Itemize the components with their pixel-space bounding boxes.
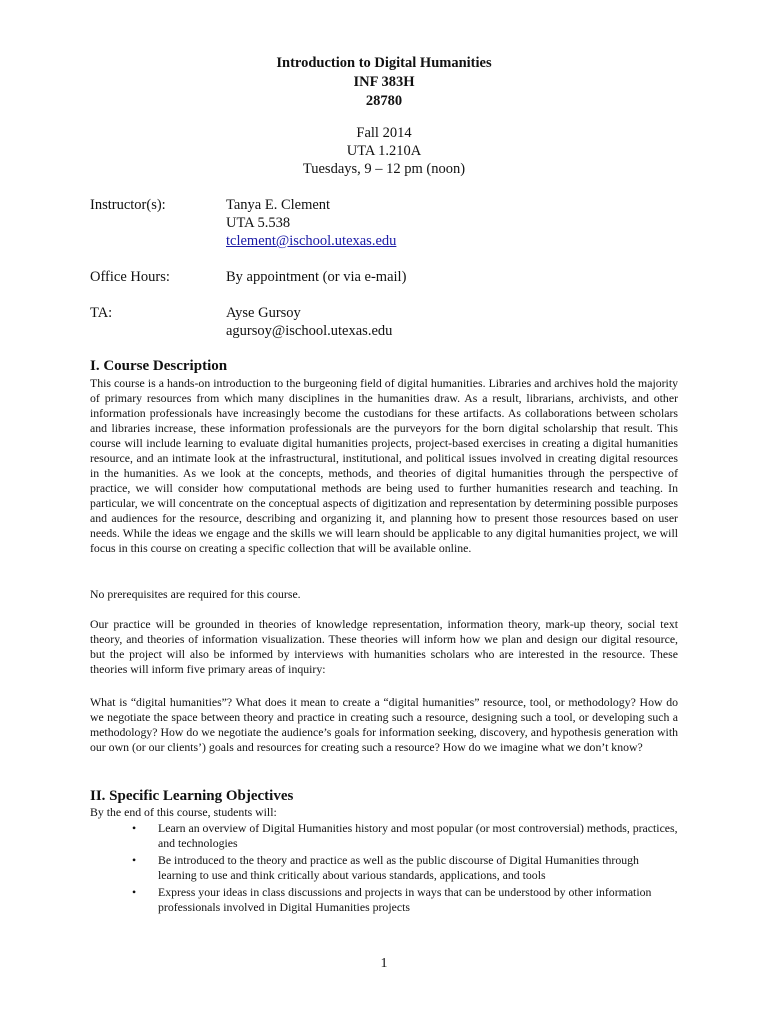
bullet-icon: • — [132, 885, 137, 899]
prerequisites-paragraph: No prerequisites are required for this course. — [90, 587, 301, 601]
learning-objectives-list — [132, 821, 680, 917]
list-item — [132, 821, 680, 851]
list-item — [132, 853, 680, 883]
meeting-time: Tuesdays, 9 – 12 pm (noon) — [302, 161, 466, 177]
course-title: Introduction to Digital Humanities — [276, 55, 492, 71]
semester: Fall 2014 — [356, 125, 412, 141]
inquiry-paragraph: What is “digital humanities”? What does it mean to create a “digital humanities” resource, tool, or methodology? How do we negotiate the space between theory and practice in creating such a resource, designing such a tool, or developing such a methodology? How do we negotiate the audience’s goals for information seeking, discovery, and hypothesis generation with our own (or our clients’) goals and resources for creating such a resource? How do we imagine what we don’t know? — [90, 695, 678, 754]
ta-email: agursoy@ischool.utexas.edu — [226, 323, 393, 339]
objective-text: Express your ideas in class discussions and projects in ways that can be understood by other information professionals involved in Digital Humanities projects — [158, 885, 652, 914]
course-description-paragraph: This course is a hands-on introduction to the burgeoning field of digital humanities. Libraries and archives hold the majority of primary resources from which many disciplines in the humanities draw. As a result, librarians, archivists, and other information professionals have increasingly become the custodians for these artifacts. As collaborations between scholars and libraries increase, these information professionals are the purveyors for the born digital scholarship that result. This course will include learning to evaluate digital humanities projects, project-based exercises in creating a digital humanities resource, and an intimate look at the infrastructural, institutional, and political issues involved in creating digital resources in the humanities. As we look at the concepts, methods, and theories of digital humanities through the perspective of practice, we will consider how computational methods are being used to further humanities research and teaching. In particular, we will concentrate on the conceptual aspects of digitization and representation by determining possible purposes and audiences for the resource, describing and organizing it, and planning how to present those resources based on user needs. While the ideas we engage and the skills we will learn should be applicable to any digital humanities project, we will focus in this course on creating a specific collection that will be available online. — [90, 376, 678, 555]
learning-objectives-intro: By the end of this course, students will: — [90, 805, 277, 819]
course-schedule — [0, 124, 768, 178]
room: UTA 1.210A — [346, 143, 422, 159]
list-item — [132, 885, 680, 915]
ta-name: Ayse Gursoy — [226, 305, 301, 321]
bullet-icon: • — [132, 821, 137, 835]
instructor-label: Instructor(s): — [90, 197, 166, 213]
course-code: INF 383H — [353, 74, 415, 90]
instructor-name: Tanya E. Clement — [226, 197, 331, 213]
bullet-icon: • — [132, 853, 137, 867]
objective-text: Learn an overview of Digital Humanities history and most popular (or most controversial) methods, practices, and technologies — [158, 821, 678, 850]
office-hours-value: By appointment (or via e-mail) — [226, 269, 407, 285]
ta-label: TA: — [90, 305, 113, 321]
instructor-email-link[interactable]: tclement@ischool.utexas.edu — [226, 233, 397, 249]
course-header — [0, 54, 768, 111]
learning-objectives-heading: II. Specific Learning Objectives — [90, 788, 294, 804]
unique-number: 28780 — [365, 93, 403, 109]
page-number: 1 — [380, 956, 388, 971]
instructor-office: UTA 5.538 — [226, 215, 291, 231]
theory-paragraph: Our practice will be grounded in theories of knowledge representation, information theory, mark-up theory, social text theory, and theories of information visualization. These theories will inform how we plan and design our digital resource, but the project will also be informed by interviews with humanities scholars who are interested in the resource. These theories will inform five primary areas of inquiry: — [90, 617, 678, 676]
office-hours-label: Office Hours: — [90, 269, 170, 285]
course-description-heading: I. Course Description — [90, 358, 228, 374]
objective-text: Be introduced to the theory and practice as well as the public discourse of Digital Humanities through learning to use and think critically about various standards, applications, and tools — [158, 853, 639, 882]
